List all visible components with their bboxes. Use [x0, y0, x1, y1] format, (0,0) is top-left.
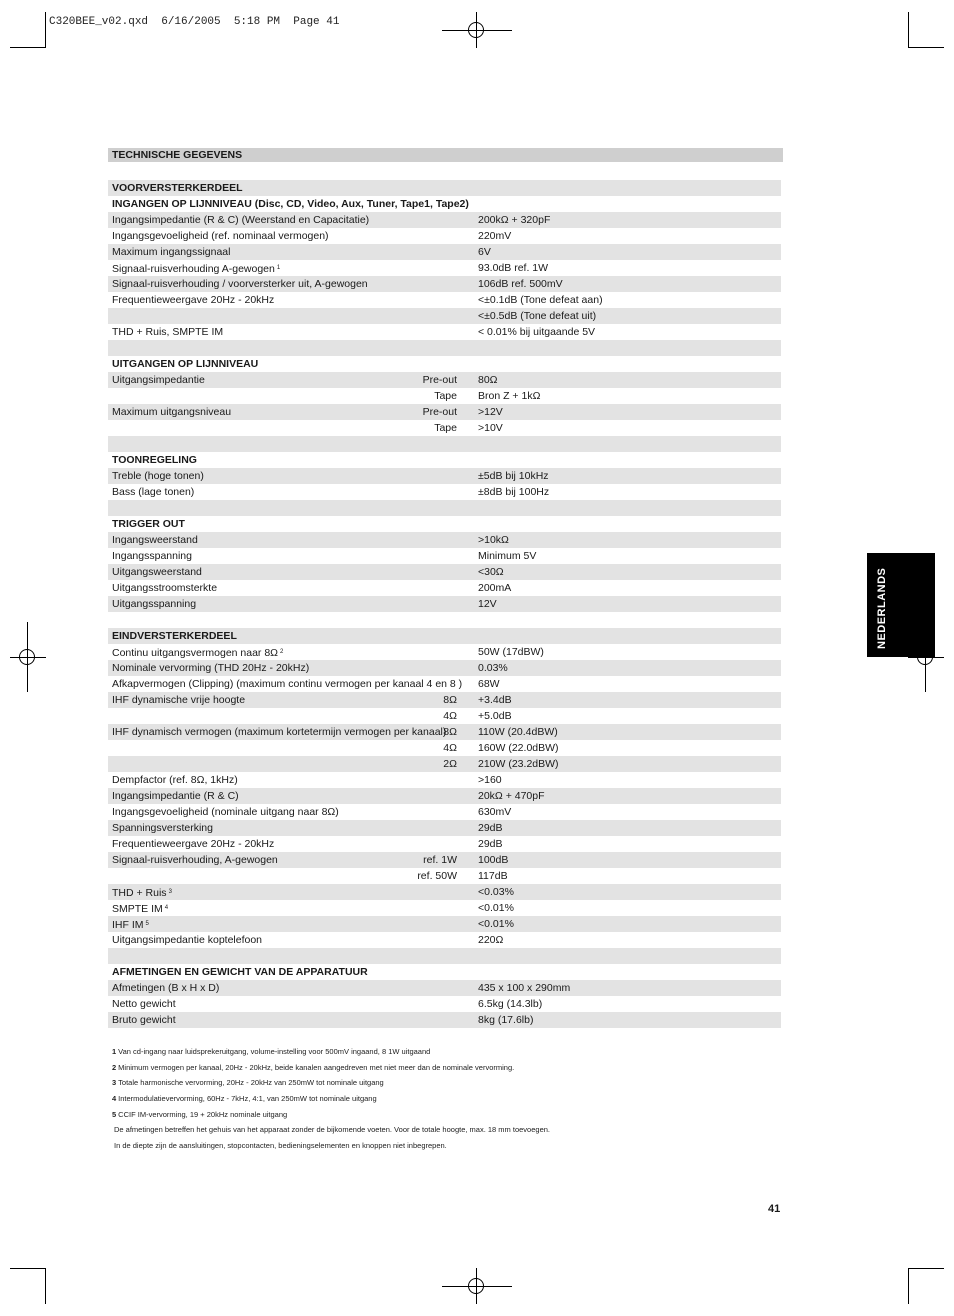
- spec-label: Frequentieweergave 20Hz - 20kHz: [112, 838, 275, 850]
- footnote: [112, 1124, 752, 1140]
- crop-mark: [10, 47, 46, 48]
- section-heading: TOONREGELING: [112, 454, 197, 466]
- table-row: [108, 868, 781, 884]
- spec-value: 106dB ref. 500mV: [478, 278, 563, 290]
- table-row: [108, 628, 781, 644]
- spec-condition: ref. 50W: [417, 870, 457, 882]
- spec-value: <0.01%: [478, 918, 514, 930]
- spec-value: 435 x 100 x 290mm: [478, 982, 571, 994]
- spec-value: 68W: [478, 678, 500, 690]
- footnote: [112, 1062, 752, 1078]
- table-row: [108, 884, 781, 900]
- table-row: [108, 468, 781, 484]
- spec-value: 12V: [478, 598, 497, 610]
- spec-value: <±0.5dB (Tone defeat uit): [478, 310, 597, 322]
- spec-value: 80Ω: [478, 374, 498, 386]
- crop-mark: [10, 1268, 46, 1269]
- spec-value: +3.4dB: [478, 694, 512, 706]
- spec-label: Afmetingen (B x H x D): [112, 982, 220, 994]
- spec-value: +5.0dB: [478, 710, 512, 722]
- spec-condition: 4Ω: [443, 710, 457, 722]
- table-row: [108, 948, 781, 964]
- table-row: [108, 564, 781, 580]
- table-row: [108, 964, 781, 980]
- spec-label: Uitgangsspanning: [112, 598, 197, 610]
- spec-label: Signaal-ruisverhouding A-gewogen $^1$: [112, 263, 281, 275]
- table-row: [108, 212, 781, 228]
- spec-condition: 2Ω: [443, 758, 457, 770]
- spec-label: IHF dynamisch vermogen (maximum kortetermijn vermogen per kanaal): [112, 726, 447, 738]
- table-row: [108, 404, 781, 420]
- spec-label: Afkapvermogen (Clipping) (maximum continu vermogen per kanaal 4 en 8 ): [112, 678, 463, 690]
- crop-mark: [45, 1268, 46, 1304]
- table-row: [108, 292, 781, 308]
- spec-label: Signaal-ruisverhouding, A-gewogen: [112, 854, 278, 866]
- spec-value: 210W (23.2dBW): [478, 758, 559, 770]
- spec-condition: Tape: [434, 422, 457, 434]
- section-heading: UITGANGEN OP LIJNNIVEAU: [112, 358, 259, 370]
- spec-condition: 4Ω: [443, 742, 457, 754]
- table-row: [108, 308, 781, 324]
- spec-label: Bruto gewicht: [112, 1014, 176, 1026]
- spec-value: ±5dB bij 10kHz: [478, 470, 549, 482]
- spec-value: 50W (17dBW): [478, 646, 544, 658]
- table-row: [108, 740, 781, 756]
- spec-table: [108, 180, 781, 1028]
- spec-value: 8kg (17.6lb): [478, 1014, 534, 1026]
- table-row: [108, 532, 781, 548]
- footnotes: [112, 1046, 752, 1156]
- spec-value: < 0.01% bij uitgaande 5V: [478, 326, 596, 338]
- spec-label: Treble (hoge tonen): [112, 470, 204, 482]
- spec-value: 6V: [478, 246, 491, 258]
- spec-value: 117dB: [478, 870, 508, 882]
- footnote: [112, 1109, 752, 1125]
- table-row: [108, 900, 781, 916]
- spec-label: SMPTE IM $^4$: [112, 903, 169, 915]
- language-tab-label: NEDERLANDS: [876, 567, 888, 649]
- footnote-ref: 5: [145, 921, 149, 927]
- section-heading: TRIGGER OUT: [112, 518, 185, 530]
- spec-label: Ingangsspanning: [112, 550, 192, 562]
- table-row: [108, 228, 781, 244]
- table-row: [108, 708, 781, 724]
- table-row: [108, 788, 781, 804]
- table-row: [108, 596, 781, 612]
- spec-value: 110W (20.4dBW): [478, 726, 558, 738]
- table-row: [108, 644, 781, 660]
- footnote-number: 1: [112, 1047, 117, 1056]
- table-row: [108, 996, 781, 1012]
- section-heading: EINDVERSTERKERDEEL: [112, 630, 237, 642]
- page-title: TECHNISCHE GEGEVENS: [112, 149, 243, 161]
- spec-value: 93.0dB ref. 1W: [478, 262, 549, 274]
- spec-value: <±0.1dB (Tone defeat aan): [478, 294, 603, 306]
- spec-value: <0.03%: [478, 886, 514, 898]
- registration-circle: [19, 649, 35, 665]
- table-row: [108, 820, 781, 836]
- spec-value: >10V: [478, 422, 503, 434]
- footnote-text: In de diepte zijn de aansluitingen, stopcontacten, bedieningselementen en knoppen niet inbegrepen.: [114, 1141, 447, 1151]
- spec-value: 29dB: [478, 838, 503, 850]
- footnote-ref: 4: [164, 905, 169, 911]
- spec-label: Ingangsgevoeligheid (nominale uitgang naar 8Ω): [112, 806, 339, 818]
- table-row: [108, 676, 781, 692]
- footnote-number: 3: [112, 1078, 117, 1088]
- spec-label: IHF IM $^5$: [112, 919, 149, 931]
- spec-label: Netto gewicht: [112, 998, 176, 1010]
- footnote-text: Van cd-ingang naar luidsprekeruitgang, volume-instelling voor 500mV ingaand, 8 1W uitgaand: [118, 1047, 431, 1056]
- table-row: [108, 436, 781, 452]
- spec-label: Ingangsgevoeligheid (ref. nominaal vermogen): [112, 230, 329, 242]
- spec-label: THD + Ruis $^3$: [112, 887, 172, 899]
- spec-label: Ingangsimpedantie (R & C) (Weerstand en Capacitatie): [112, 214, 370, 226]
- registration-circle: [468, 1278, 484, 1294]
- spec-value: 6.5kg (14.3lb): [478, 998, 543, 1010]
- footnote: [112, 1140, 752, 1156]
- crop-mark: [908, 1268, 944, 1269]
- registration-circle: [468, 22, 484, 38]
- table-row: [108, 660, 781, 676]
- spec-label: Maximum ingangssignaal: [112, 246, 231, 258]
- table-row: [108, 180, 781, 196]
- spec-value: Minimum 5V: [478, 550, 537, 562]
- table-row: [108, 500, 781, 516]
- spec-value: 220Ω: [478, 934, 504, 946]
- spec-value: >12V: [478, 406, 503, 418]
- spec-label: Signaal-ruisverhouding / voorversterker uit, A-gewogen: [112, 278, 368, 290]
- spec-value: 200mA: [478, 582, 512, 594]
- table-row: [108, 452, 781, 468]
- spec-condition: Pre-out: [422, 406, 457, 418]
- spec-value: >160: [478, 774, 502, 786]
- table-row: [108, 356, 781, 372]
- table-row: [108, 916, 781, 932]
- table-row: [108, 756, 781, 772]
- spec-label: Uitgangsimpedantie: [112, 374, 205, 386]
- footnote: [112, 1077, 752, 1093]
- spec-value: <30Ω: [478, 566, 504, 578]
- table-row: [108, 484, 781, 500]
- spec-label: Uitgangsstroomsterkte: [112, 582, 218, 594]
- spec-label: Frequentieweergave 20Hz - 20kHz: [112, 294, 275, 306]
- spec-label: THD + Ruis, SMPTE IM: [112, 326, 224, 338]
- spec-value: 220mV: [478, 230, 512, 242]
- crop-mark: [45, 12, 46, 48]
- crop-mark: [908, 47, 944, 48]
- spec-label: Uitgangsimpedantie koptelefoon: [112, 934, 263, 946]
- footnote-ref: 2: [280, 649, 284, 655]
- spec-value: 20kΩ + 470pF: [478, 790, 545, 802]
- footnote-number: 2: [112, 1062, 117, 1072]
- spec-value: 160W (22.0dBW): [478, 742, 559, 754]
- table-row: [108, 1012, 781, 1028]
- table-row: [108, 804, 781, 820]
- footnote-text: Minimum vermogen per kanaal, 20Hz - 20kHz, beide kanalen aangedreven met niet meer dan de nominale vervorming.: [118, 1062, 515, 1072]
- crop-mark: [908, 1268, 909, 1304]
- spec-label: Ingangsweerstand: [112, 534, 198, 546]
- table-row: [108, 372, 781, 388]
- table-row: [108, 244, 781, 260]
- section-heading: VOORVERSTERKERDEEL: [112, 182, 243, 194]
- spec-condition: ref. 1W: [423, 854, 457, 866]
- table-row: [108, 612, 781, 628]
- table-row: [108, 340, 781, 356]
- table-row: [108, 692, 781, 708]
- table-row: [108, 836, 781, 852]
- table-row: [108, 548, 781, 564]
- spec-label: Ingangsimpedantie (R & C): [112, 790, 239, 802]
- spec-value: 0.03%: [478, 662, 508, 674]
- footnote: [112, 1046, 752, 1062]
- footnote-ref: 1: [276, 265, 281, 271]
- spec-condition: Tape: [434, 390, 457, 402]
- table-row: [108, 388, 781, 404]
- spec-label: Maximum uitgangsniveau: [112, 406, 232, 418]
- spec-label: IHF dynamische vrije hoogte: [112, 694, 246, 706]
- footnote: [112, 1093, 752, 1109]
- spec-condition: Pre-out: [422, 374, 457, 386]
- spec-value: 100dB: [478, 854, 509, 866]
- table-row: [108, 852, 781, 868]
- table-row: [108, 324, 781, 340]
- footnote-text: Intermodulatievervorming, 60Hz - 7kHz, 4:1, van 250mW tot nominale uitgang: [118, 1094, 377, 1104]
- spec-label: Continu uitgangsvermogen naar 8Ω $^2$: [112, 647, 284, 659]
- table-row: [108, 196, 781, 212]
- spec-value: 29dB: [478, 822, 503, 834]
- spec-label: Bass (lage tonen): [112, 486, 195, 498]
- spec-value: 630mV: [478, 806, 512, 818]
- spec-label: Spanningsversterking: [112, 822, 213, 834]
- footnote-ref: 3: [168, 889, 172, 895]
- table-row: [108, 772, 781, 788]
- spec-label: Dempfactor (ref. 8Ω, 1kHz): [112, 774, 238, 786]
- table-row: [108, 980, 781, 996]
- table-row: [108, 420, 781, 436]
- footnote-number: 4: [112, 1094, 117, 1104]
- crop-mark: [908, 12, 909, 48]
- spec-condition: 8Ω: [443, 694, 457, 706]
- section-heading: AFMETINGEN EN GEWICHT VAN DE APPARATUUR: [112, 966, 368, 978]
- table-row: [108, 932, 781, 948]
- spec-label: Uitgangsweerstand: [112, 566, 202, 578]
- table-row: [108, 516, 781, 532]
- spec-value: Bron Z + 1kΩ: [478, 390, 541, 402]
- table-row: [108, 580, 781, 596]
- spec-value: ±8dB bij 100Hz: [478, 486, 550, 498]
- section-heading: INGANGEN OP LIJNNIVEAU (Disc, CD, Video, Aux, Tuner, Tape1, Tape2): [112, 198, 469, 210]
- spec-value: 200kΩ + 320pF: [478, 214, 551, 226]
- footnote-text: Totale harmonische vervorming, 20Hz - 20kHz van 250mW tot nominale uitgang: [118, 1078, 384, 1088]
- footnote-text: CCIF IM-vervorming, 19 + 20kHz nominale uitgang: [118, 1109, 288, 1119]
- table-row: [108, 276, 781, 292]
- footnote-number: 5: [112, 1109, 117, 1119]
- spec-label: Nominale vervorming (THD 20Hz - 20kHz): [112, 662, 310, 674]
- print-slug: C320BEE_v02.qxd 6/16/2005 5:18 PM Page 41: [49, 16, 340, 28]
- spec-value: >10kΩ: [478, 534, 509, 546]
- table-row: [108, 724, 781, 740]
- spec-condition: 8Ω: [443, 726, 457, 738]
- page-number: 41: [768, 1203, 781, 1215]
- spec-value: <0.01%: [478, 902, 514, 914]
- table-row: [108, 260, 781, 276]
- footnote-text: De afmetingen betreffen het gehuis van het apparaat zonder de bijkomende voeten. Voor de totale hoogte, max. 18 mm toevoegen.: [114, 1125, 550, 1135]
